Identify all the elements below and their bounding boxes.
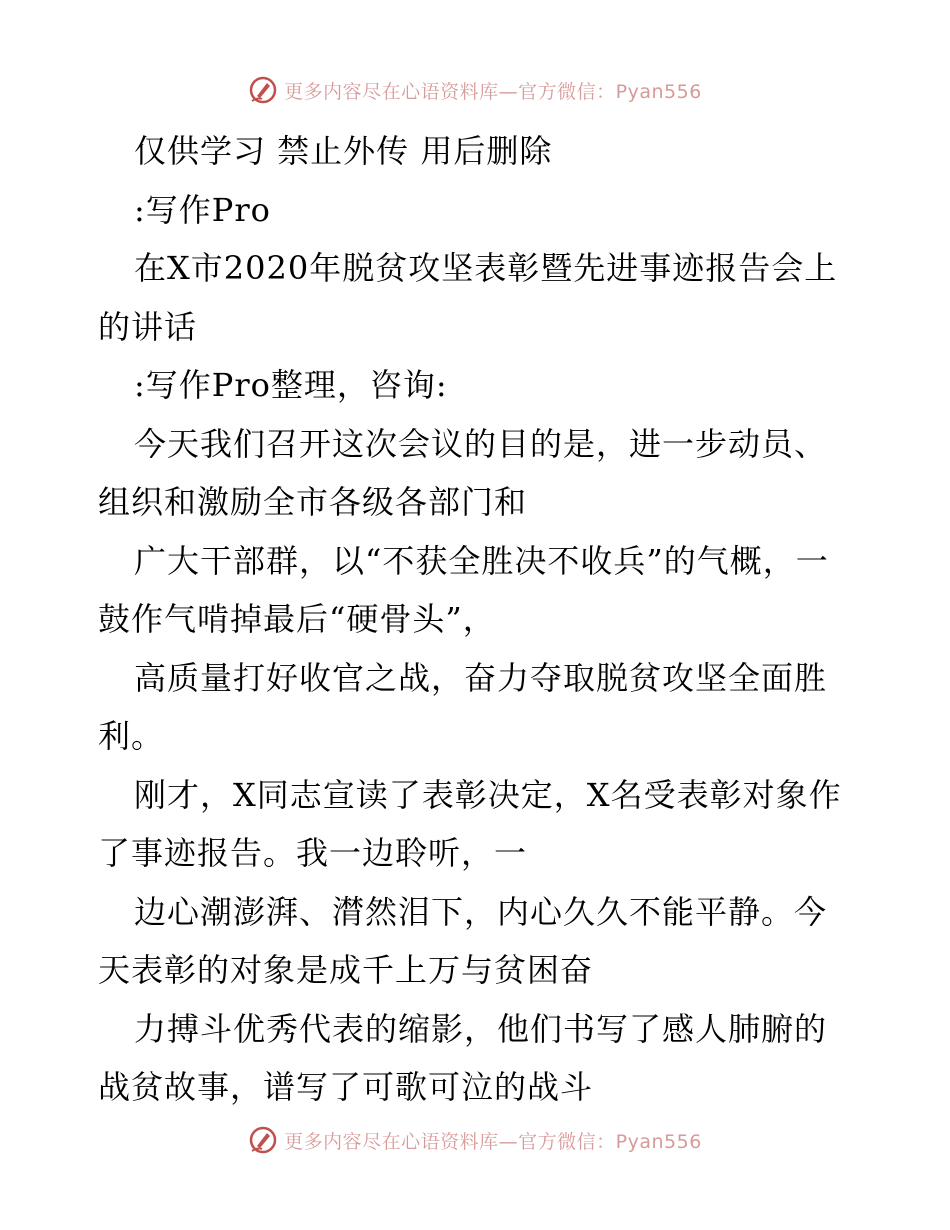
watermark-text: 更多内容尽在心语资料库—官方微信：Pyan556 [284, 1130, 702, 1153]
paragraph: 力搏斗优秀代表的缩影，他们书写了感人肺腑的战贫故事，谱写了可歌可泣的战斗 [98, 1009, 828, 1106]
header-watermark [0, 70, 950, 110]
paragraph: 刚才，X同志宣读了表彰决定，X名受表彰对象作了事迹报告。我一边聆听，一 [98, 775, 842, 872]
paragraph: 广大干部群，以“不获全胜决不收兵”的气概，一鼓作气啃掉最后“硬骨头”， [98, 541, 829, 638]
document-body [98, 122, 858, 1117]
speech-title: 在X市2020年脱贫攻坚表彰暨先进事迹报告会上的讲话 [98, 249, 838, 346]
paragraph: 高质量打好收官之战，奋力夺取脱贫攻坚全面胜利。 [98, 658, 828, 755]
pen-logo-icon [248, 75, 278, 105]
paragraph: :写作Pro [134, 190, 271, 229]
pen-logo-icon [248, 1125, 278, 1155]
footer-watermark [0, 1120, 950, 1160]
paragraph: 仅供学习 禁止外传 用后删除 [134, 132, 553, 170]
paragraph: 今天我们召开这次会议的目的是，进一步动员、组织和激励全市各级各部门和 [98, 424, 828, 521]
watermark-text: 更多内容尽在心语资料库—官方微信：Pyan556 [284, 80, 702, 103]
paragraph: :写作Pro整理，咨询: [134, 366, 448, 404]
paragraph: 边心潮澎湃、潸然泪下，内心久久不能平静。今天表彰的对象是成千上万与贫困奋 [98, 892, 828, 989]
